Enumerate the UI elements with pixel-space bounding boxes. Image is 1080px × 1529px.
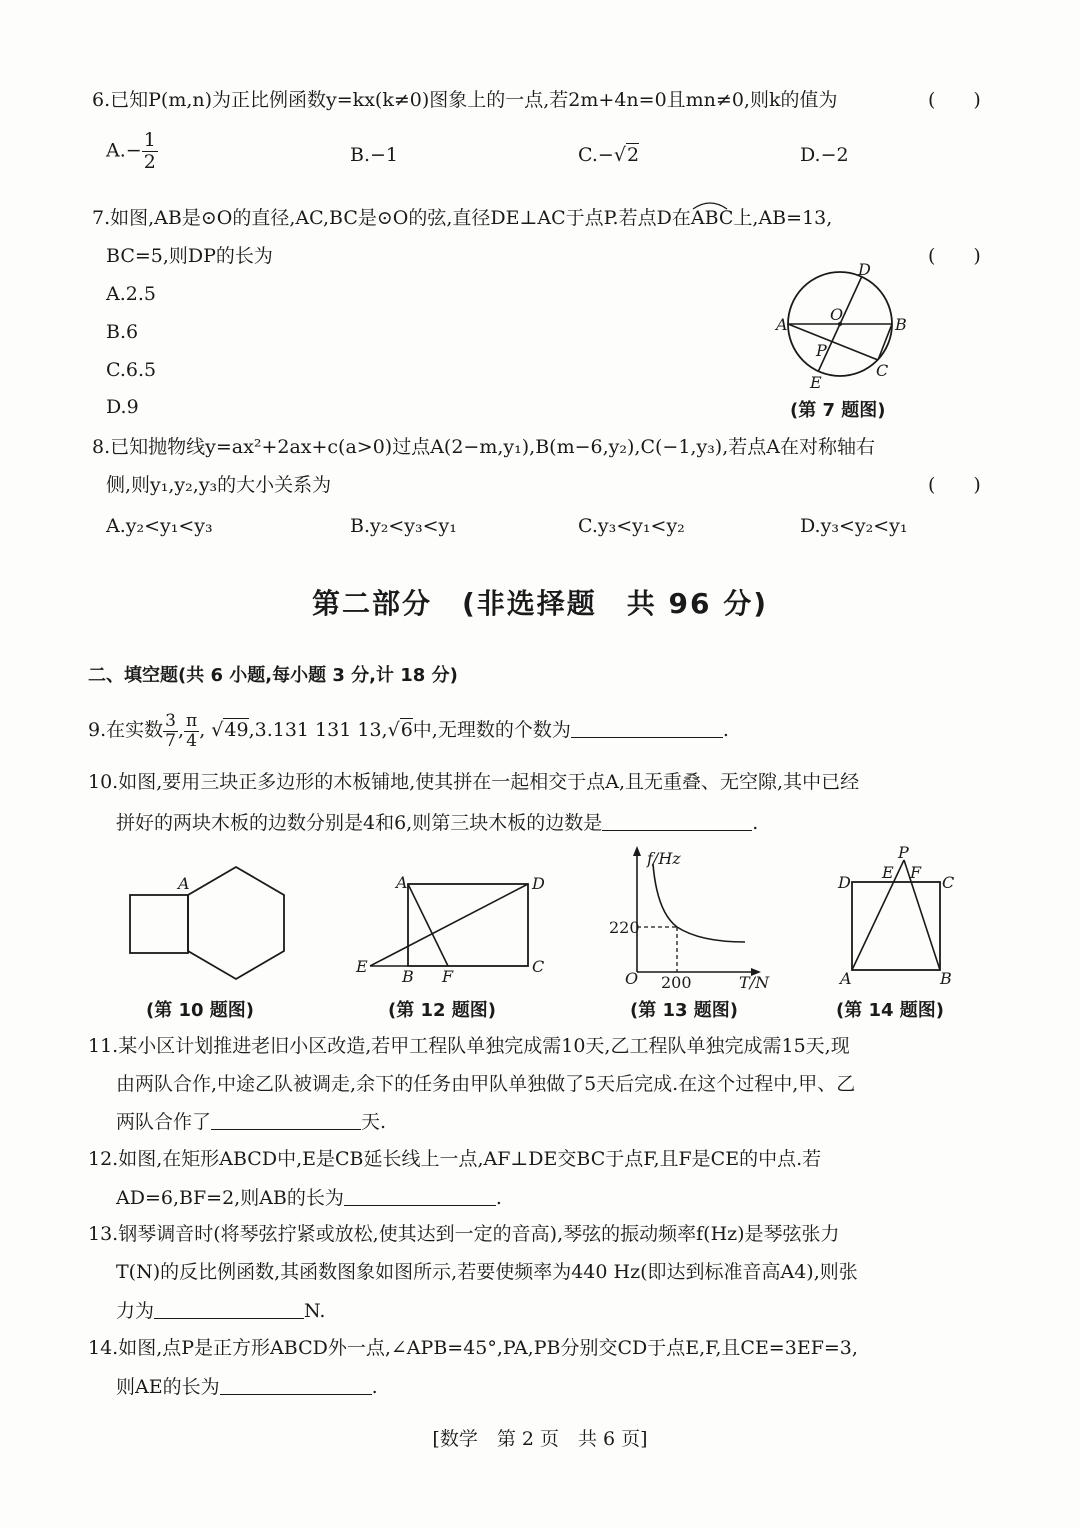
q7-option-a: A.2.5 bbox=[106, 283, 156, 305]
q8-option-a: A.y₂<y₁<y₃ bbox=[106, 515, 213, 537]
q13-stem-line3: 力为 N. bbox=[116, 1300, 326, 1322]
q11-stem-line3: 两队合作了 天. bbox=[116, 1111, 387, 1133]
q12-figure bbox=[350, 868, 550, 988]
q12-stem-line2: AD=6,BF=2,则AB的长为 . bbox=[116, 1187, 502, 1209]
q13-label-200: 200 bbox=[661, 973, 692, 992]
q8-answer-paren: ( ) bbox=[928, 474, 981, 496]
q12-line-de bbox=[370, 884, 528, 966]
part2-title: 第二部分 (非选择题 共 96 分) bbox=[311, 587, 769, 620]
q6-option-b: B.−1 bbox=[350, 144, 399, 166]
q9-stem: 9.在实数 $\frac{3}{7}$ , $\frac{\pi}{4}$ , √49,3.131 131 13,√6中,无理数的个数为 . bbox=[88, 711, 729, 751]
q8-option-d: D.y₃<y₂<y₁ bbox=[800, 515, 908, 537]
q13-label-o: O bbox=[625, 969, 639, 988]
q13-label-fhz: f/Hz bbox=[647, 849, 681, 868]
q14-stem-line2: 则AE的长为 . bbox=[116, 1376, 378, 1398]
q12-answer-blank[interactable] bbox=[344, 1185, 496, 1206]
q12-label-c: C bbox=[532, 957, 545, 976]
q7-stem-line2: BC=5,则DP的长为 bbox=[106, 245, 273, 267]
q14-line-pa bbox=[852, 860, 904, 970]
q7-option-c: C.6.5 bbox=[106, 359, 157, 381]
q7-figure-caption: (第 7 题图) bbox=[790, 400, 886, 421]
q7-label-o: O bbox=[830, 305, 844, 324]
q13-answer-blank[interactable] bbox=[154, 1298, 304, 1319]
q11-answer-blank[interactable] bbox=[211, 1109, 361, 1130]
q13-figure bbox=[605, 842, 780, 992]
q12-stem-line1: 12.如图,在矩形ABCD中,E是CB延长线上一点,AF⊥DE交BC于点F,且F是CE的中点.若 bbox=[88, 1148, 822, 1170]
q14-label-c: C bbox=[942, 873, 955, 892]
q13-stem-line1: 13.钢琴调音时(将琴弦拧紧或放松,使其达到一定的音高),琴弦的振动频率f(Hz)是琴弦张力 bbox=[88, 1223, 840, 1245]
q14-label-p: P bbox=[898, 844, 909, 862]
q7-label-c: C bbox=[876, 361, 889, 380]
q10-figure-caption: (第 10 题图) bbox=[146, 1000, 255, 1021]
q14-label-a: A bbox=[840, 969, 852, 988]
q7-figure bbox=[770, 258, 920, 393]
q7-stem-line1: 7.如图,AB是⊙O的直径,AC,BC是⊙O的弦,直径DE⊥AC于点P.若点D在 ABC上,AB=13, bbox=[92, 206, 832, 230]
q6-answer-paren: ( ) bbox=[928, 89, 981, 111]
q14-stem-line1: 14.如图,点P是正方形ABCD外一点,∠APB=45°,PA,PB分别交CD于点E,F,且CE=3EF=3, bbox=[88, 1337, 858, 1359]
q11-stem-line1: 11.某小区计划推进老旧小区改造,若甲工程队单独完成需10天,乙工程队单独完成需15天,现 bbox=[88, 1035, 850, 1057]
q7-label-d: D bbox=[858, 260, 871, 279]
q6-option-a: A.− $\frac{1}{2}$ bbox=[106, 129, 156, 173]
q7-label-p: P bbox=[816, 341, 827, 360]
q14-figure bbox=[830, 844, 970, 992]
q11-stem-line2: 由两队合作,中途乙队被调走,余下的任务由甲队单独做了5天后完成.在这个过程中,甲、乙 bbox=[116, 1073, 856, 1095]
q7-chord-ac bbox=[788, 324, 878, 360]
q10-label-a: A bbox=[178, 874, 190, 893]
q12-line-af bbox=[408, 884, 448, 966]
q12-label-b: B bbox=[402, 967, 414, 986]
q8-option-b: B.y₂<y₃<y₁ bbox=[350, 515, 457, 537]
q13-figure-caption: (第 13 题图) bbox=[630, 1000, 739, 1021]
q6-option-d: D.−2 bbox=[800, 144, 849, 166]
section2-heading: 二、填空题(共 6 小题,每小题 3 分,计 18 分) bbox=[88, 665, 458, 686]
q14-label-d: D bbox=[838, 873, 851, 892]
q10-figure bbox=[120, 858, 300, 993]
q9-fraction-pi-4: $\frac{\pi}{4}$ bbox=[186, 711, 198, 751]
q14-square bbox=[852, 882, 940, 970]
q10-stem-line1: 10.如图,要用三块正多边形的木板铺地,使其拼在一起相交于点A,且无重叠、无空隙,其中已经 bbox=[88, 771, 860, 793]
q10-answer-blank[interactable] bbox=[602, 810, 752, 831]
q10-square bbox=[130, 895, 188, 953]
q12-label-d: D bbox=[532, 874, 545, 893]
q7-arc-abc: ABC bbox=[691, 206, 734, 230]
q7-option-b: B.6 bbox=[106, 321, 139, 343]
q8-option-c: C.y₃<y₁<y₂ bbox=[578, 515, 685, 537]
q9-fraction-3-7: $\frac{3}{7}$ bbox=[165, 711, 176, 751]
q13-label-220: 220 bbox=[609, 918, 640, 937]
q7-chord-bc bbox=[878, 324, 892, 360]
q6-stem: 6.已知P(m,n)为正比例函数y=kx(k≠0)图象上的一点,若2m+4n=0且mn≠0,则k的值为 bbox=[92, 89, 838, 111]
q7-option-d: D.9 bbox=[106, 396, 139, 418]
q14-label-f: F bbox=[910, 863, 922, 882]
q7-answer-paren: ( ) bbox=[928, 245, 981, 267]
q6-option-a-fraction: $\frac{1}{2}$ bbox=[143, 129, 156, 173]
q7-label-e: E bbox=[810, 373, 822, 392]
q6-option-c: C.−√2 bbox=[578, 144, 640, 166]
q13-stem-line2: T(N)的反比例函数,其函数图象如图所示,若要使频率为440 Hz(即达到标准音高A4),则张 bbox=[116, 1261, 858, 1283]
q14-figure-caption: (第 14 题图) bbox=[836, 1000, 945, 1021]
page-footer: [数学 第 2 页 共 6 页] bbox=[432, 1428, 648, 1450]
q7-label-a: A bbox=[776, 315, 788, 334]
q8-stem-line2: 侧,则y₁,y₂,y₃的大小关系为 bbox=[106, 474, 332, 496]
q12-label-f: F bbox=[442, 967, 454, 986]
q12-figure-caption: (第 12 题图) bbox=[388, 1000, 497, 1021]
q13-y-arrow-icon bbox=[633, 846, 641, 856]
q14-answer-blank[interactable] bbox=[220, 1374, 372, 1395]
q9-answer-blank[interactable] bbox=[571, 717, 723, 738]
q12-label-e: E bbox=[356, 957, 368, 976]
q10-stem-line2: 拼好的两块木板的边数分别是4和6,则第三块木板的边数是 . bbox=[116, 812, 759, 834]
q12-label-a: A bbox=[396, 873, 408, 892]
q14-label-b: B bbox=[940, 969, 952, 988]
q13-curve bbox=[653, 864, 745, 942]
q10-hexagon bbox=[188, 867, 284, 979]
q8-stem-line1: 8.已知抛物线y=ax²+2ax+c(a>0)过点A(2−m,y₁),B(m−6,y₂),C(−1,y₃),若点A在对称轴右 bbox=[92, 436, 875, 458]
q7-label-b: B bbox=[895, 315, 907, 334]
q14-label-e: E bbox=[882, 863, 894, 882]
q13-label-tn: T/N bbox=[739, 973, 770, 992]
q12-rectangle bbox=[408, 884, 528, 966]
